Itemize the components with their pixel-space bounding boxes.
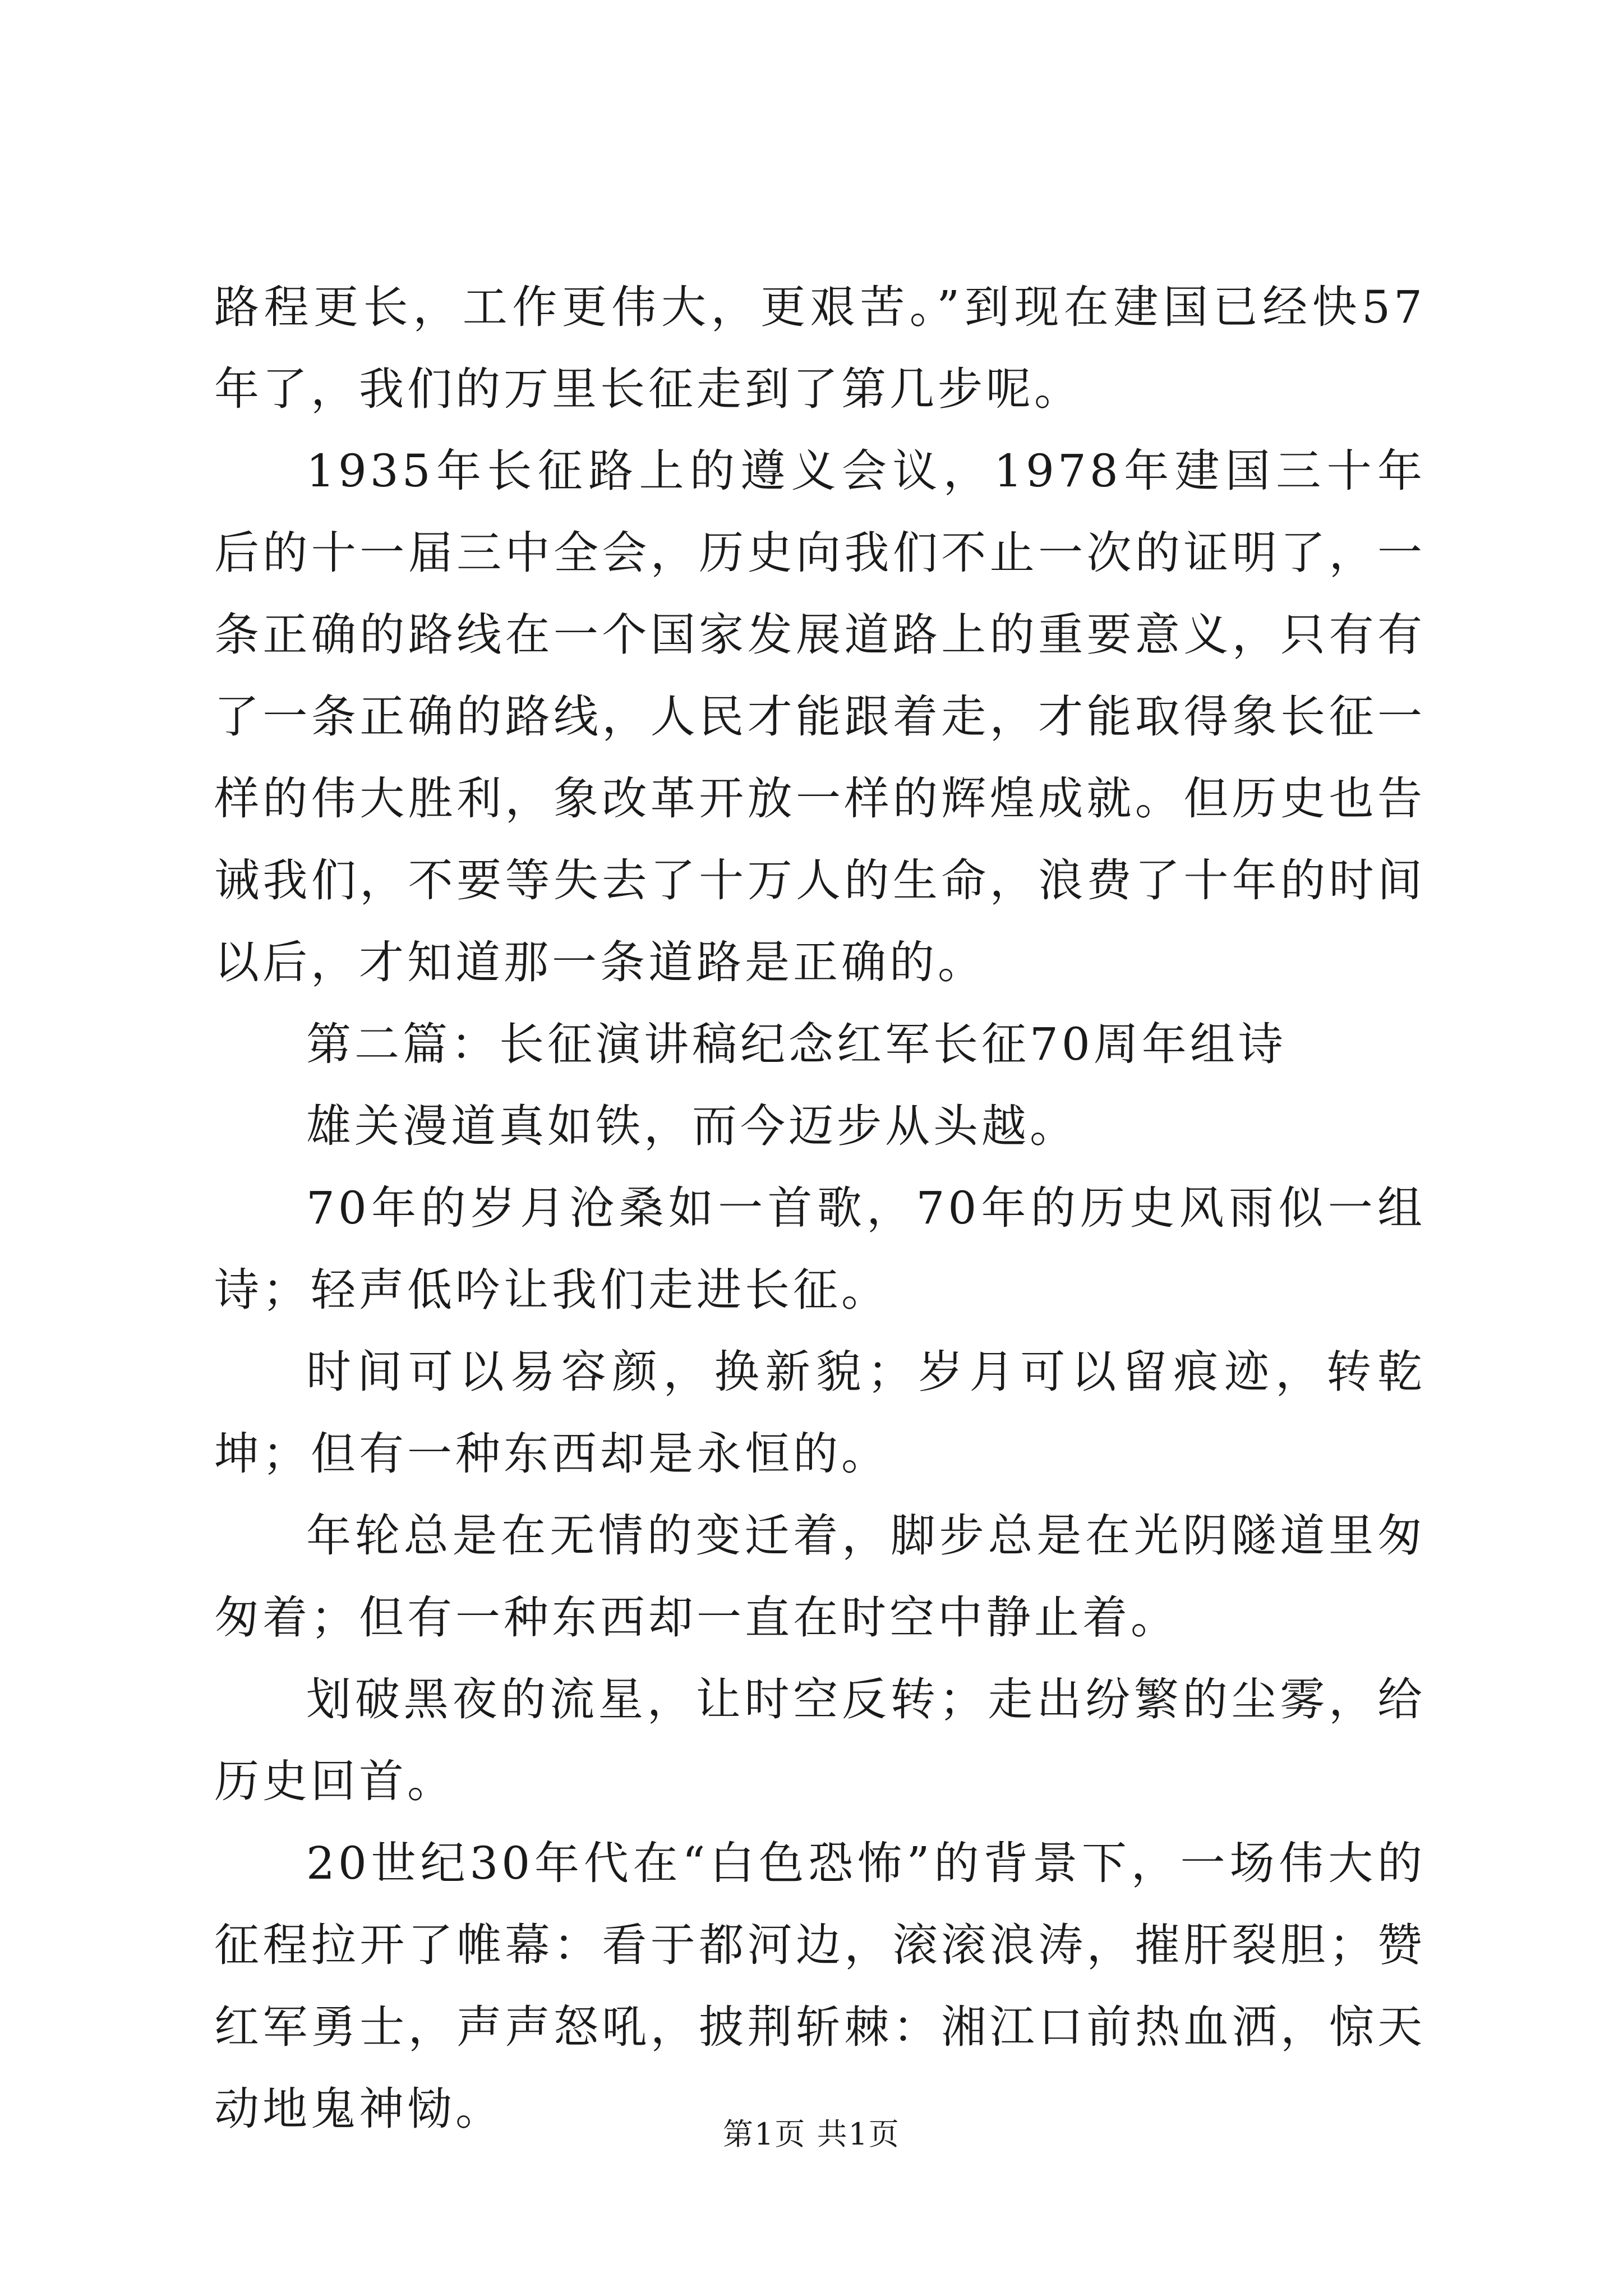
paragraph-1: 路程更长，工作更伟大，更艰苦。”到现在建国已经快57年了，我们的万里长征走到了第几步呢。 <box>214 281 1426 415</box>
page-footer: 第1页 共1页 <box>723 2116 900 2152</box>
paragraph-8: 划破黑夜的流星，让时空反转；走出纷繁的尘雾，给历史回首。 <box>214 1673 1426 1807</box>
paragraph-6: 时间可以易容颜，换新貌；岁月可以留痕迹，转乾坤；但有一种东西却是永恒的。 <box>214 1346 1426 1480</box>
paragraph-poem-line: 雄关漫道真如铁，而今迈步从头越。 <box>306 1100 1078 1152</box>
section-heading: 第二篇：长征演讲稿纪念红军长征70周年组诗 <box>306 1018 1287 1070</box>
document-body <box>214 266 1426 2150</box>
paragraph-7: 年轮总是在无情的变迁着，脚步总是在光阴隧道里匆匆着；但有一种东西却一直在时空中静止着。 <box>214 1510 1426 1644</box>
paragraph-9: 20世纪30年代在“白色恐怖”的背景下，一场伟大的征程拉开了帷幕：看于都河边，滚滚浪涛，摧肝裂胆；赞红军勇士，声声怒吼，披荆斩棘：湘江口前热血洒，惊天动地鬼神恸。 <box>214 1837 1426 2135</box>
paragraph-2: 1935年长征路上的遵义会议，1978年建国三十年后的十一届三中全会，历史向我们不止一次的证明了，一条正确的路线在一个国家发展道路上的重要意义，只有有了一条正确的路线，人民才能跟着走，才能取得象长征一样的伟大胜利，象改革开放一样的辉煌成就。但历史也告诫我们，不要等失去了十万人的生命，浪费了十年的时间以后，才知道那一条道路是正确的。 <box>214 445 1426 988</box>
paragraph-5: 70年的岁月沧桑如一首歌，70年的历史风雨似一组诗；轻声低吟让我们走进长征。 <box>214 1182 1426 1316</box>
